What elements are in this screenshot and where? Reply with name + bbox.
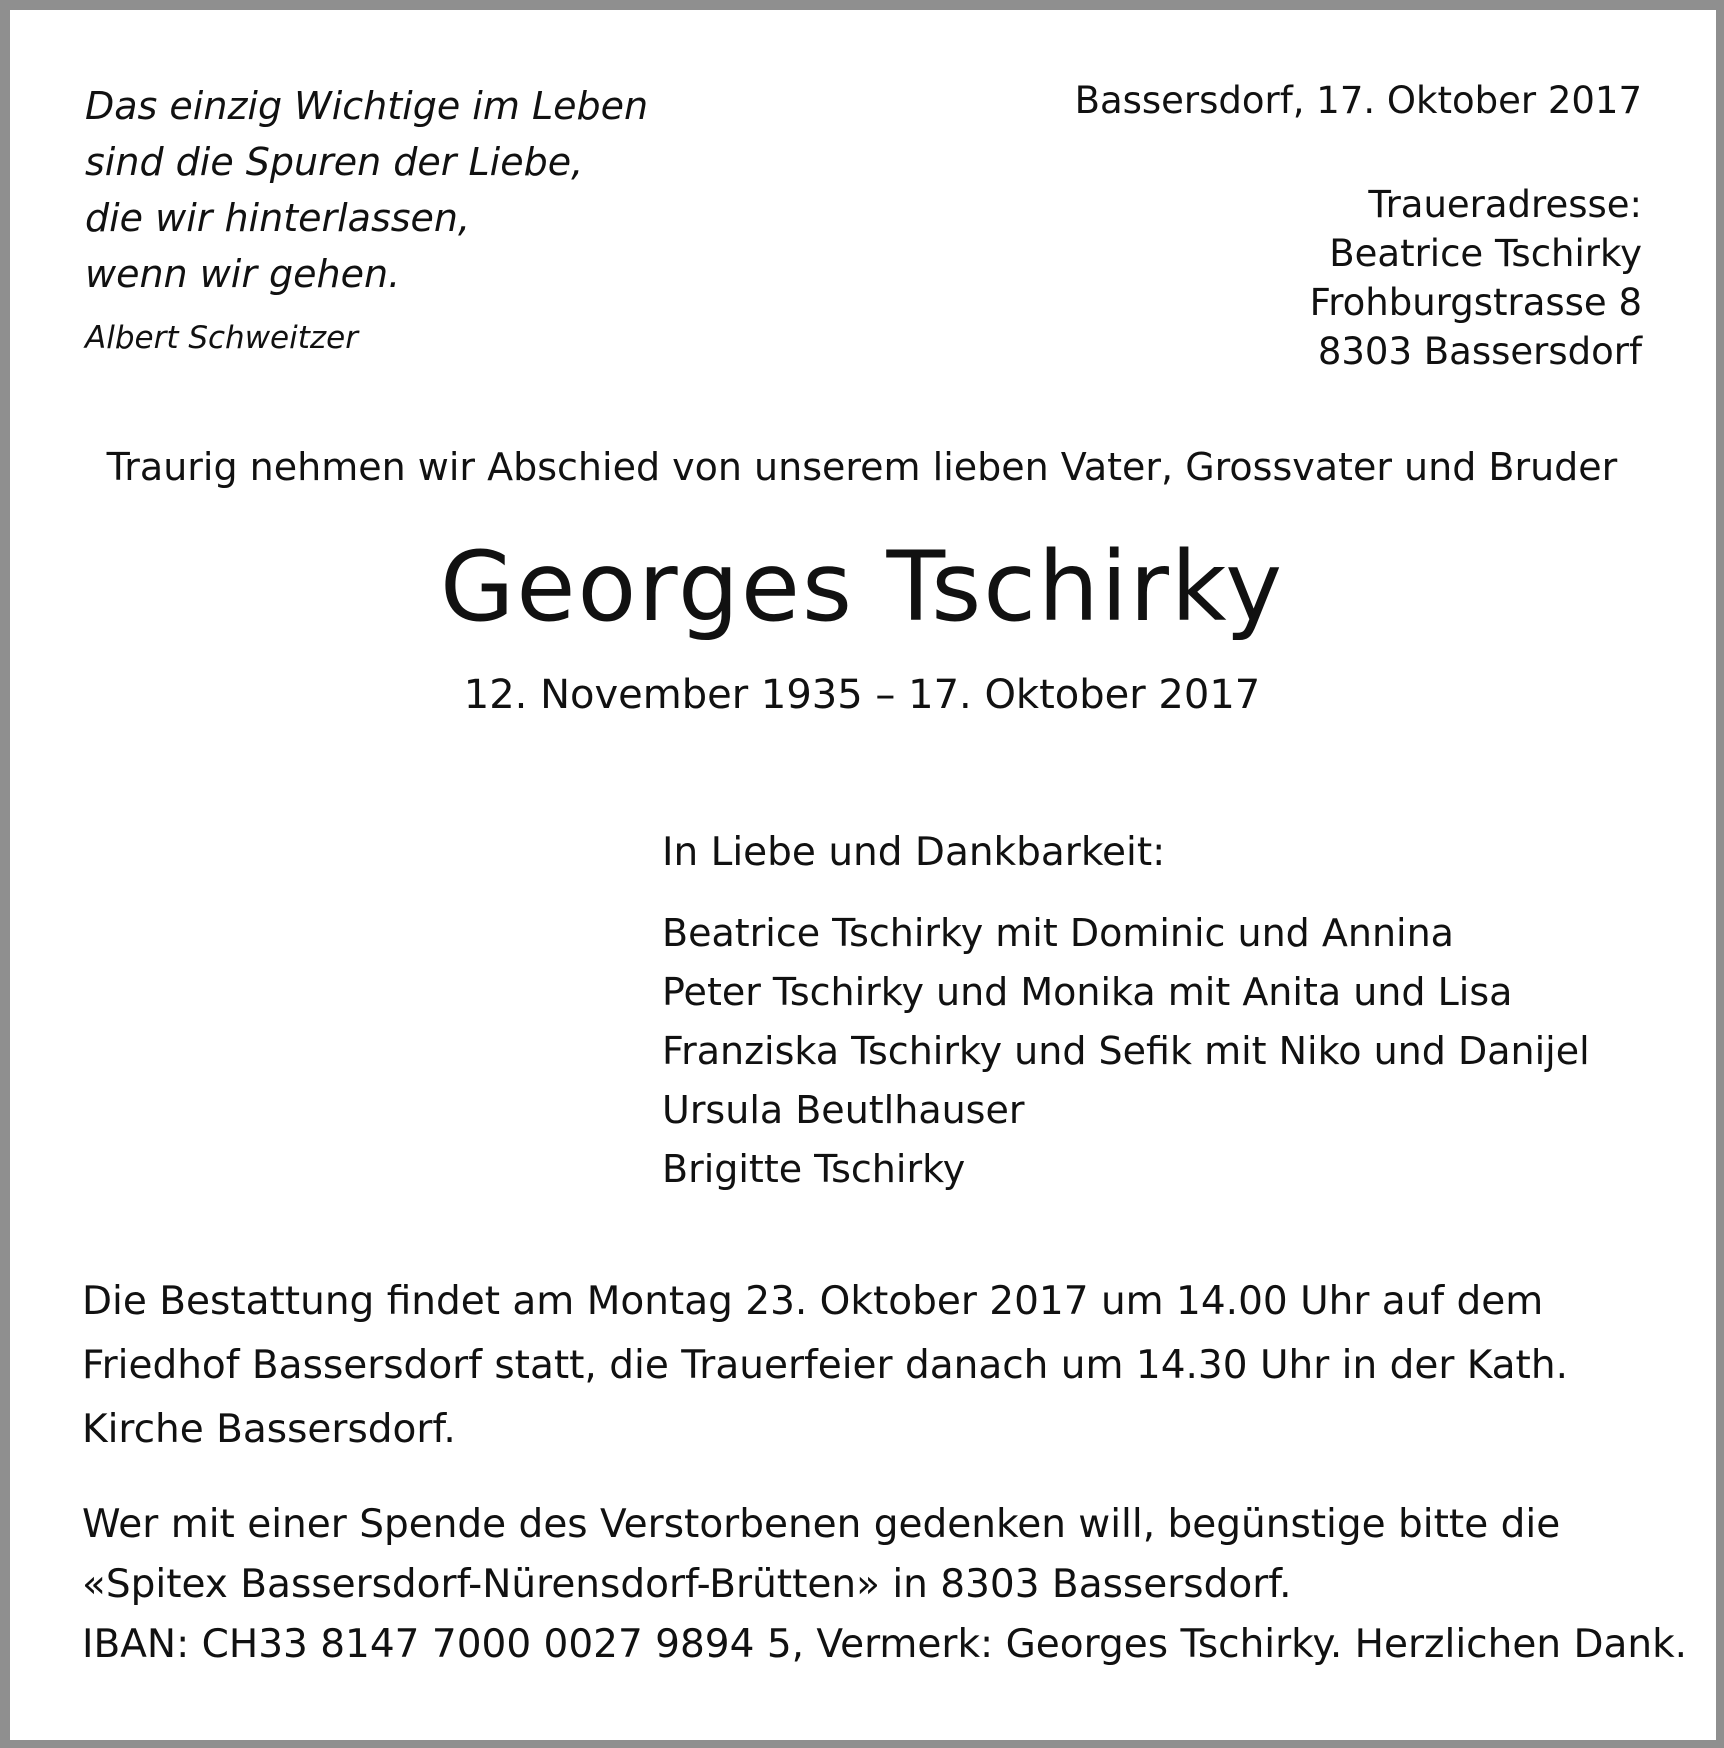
donation-notice [82, 1495, 1687, 1675]
mourner-entry: Brigitte Tschirky [662, 1147, 966, 1191]
address-label: Traueradresse: [1368, 183, 1642, 226]
mourner-entry: Peter Tschirky und Monika mit Anita und Lisa [662, 970, 1513, 1014]
mourners-list [662, 904, 1590, 1199]
quote-author: Albert Schweitzer [85, 320, 358, 356]
mourner-entry: Ursula Beutlhauser [662, 1088, 1025, 1132]
mourner-entry: Franziska Tschirky und Sefik mit Niko und Danijel [662, 1029, 1590, 1073]
donation-line: Wer mit einer Spende des Verstorbenen gedenken will, begünstige bitte die [82, 1502, 1561, 1547]
address-name: Beatrice Tschirky [1329, 232, 1642, 275]
place-date: Bassersdorf, 17. Oktober 2017 [1074, 79, 1642, 122]
donation-line: IBAN: CH33 8147 7000 0027 9894 5, Vermerk: Georges Tschirky. Herzlichen Dank. [82, 1622, 1688, 1667]
funeral-line: Friedhof Bassersdorf statt, die Trauerfeier danach um 14.30 Uhr in der Kath. [82, 1343, 1568, 1388]
life-dates: 12. November 1935 – 17. Oktober 2017 [463, 672, 1261, 718]
funeral-line: Kirche Bassersdorf. [82, 1407, 456, 1452]
mourning-address [1310, 180, 1642, 376]
mourner-entry: Beatrice Tschirky mit Dominic und Annina [662, 911, 1454, 955]
deceased-name: Georges Tschirky [439, 531, 1284, 643]
quote-line: die wir hinterlassen, [85, 196, 471, 240]
funeral-notice [82, 1270, 1568, 1462]
address-city: 8303 Bassersdorf [1317, 330, 1642, 373]
address-street: Frohburgstrasse 8 [1309, 281, 1642, 324]
mourners-title: In Liebe und Dankbarkeit: [662, 830, 1166, 875]
quote-line: sind die Spuren der Liebe, [85, 140, 584, 184]
farewell-intro: Traurig nehmen wir Abschied von unserem lieben Vater, Grossvater und Bruder [106, 445, 1618, 489]
epigraph-quote [85, 78, 648, 302]
quote-line: Das einzig Wichtige im Leben [85, 84, 649, 128]
funeral-line: Die Bestattung findet am Montag 23. Oktober 2017 um 14.00 Uhr auf dem [82, 1279, 1544, 1324]
quote-line: wenn wir gehen. [85, 252, 401, 296]
donation-line: «Spitex Bassersdorf-Nürensdorf-Brütten» in 8303 Bassersdorf. [82, 1562, 1292, 1607]
